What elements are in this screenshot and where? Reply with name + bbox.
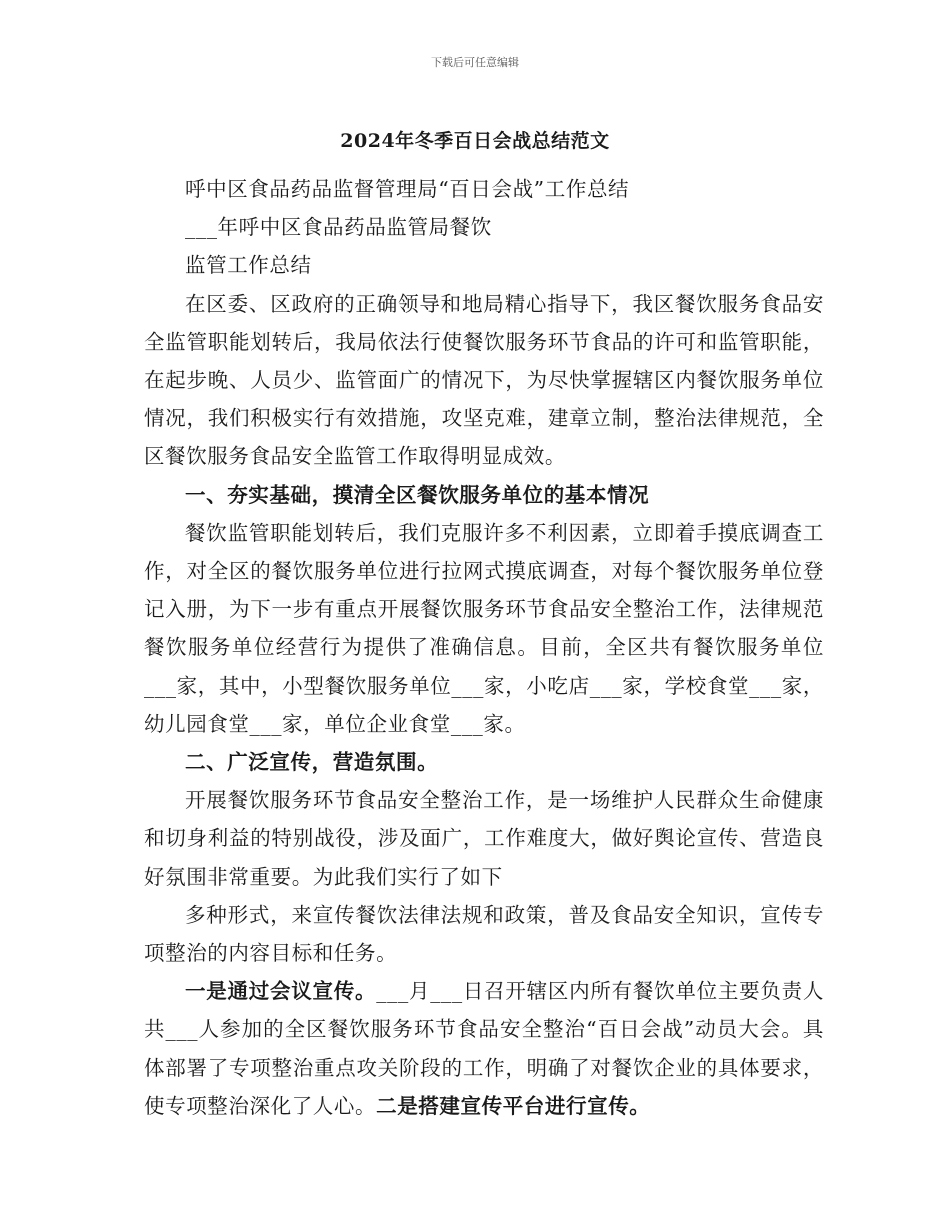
item-1-lead: 一是通过会议宣传。 — [185, 979, 377, 1004]
section-2-paragraph-2: 多种形式，来宣传餐饮法律法规和政策，普及食品安全知识，宣传专项整治的内容目标和任务。 — [144, 902, 824, 966]
item-2-lead: 二是搭建宣传平台进行宣传。 — [376, 1093, 651, 1118]
header-note: 下载后可任意编辑 — [431, 56, 519, 69]
section-2-paragraph-1: 开展餐饮服务环节食品安全整治工作，是一场维护人民群众生命健康和切身利益的特别战役，涉及面广，工作难度大，做好舆论宣传、营造良好氛围非常重要。为此我们实行了如下 — [144, 788, 824, 889]
intro-paragraph: 在区委、区政府的正确领导和地局精心指导下，我区餐饮服务食品安全监管职能划转后，我局依法行使餐饮服务环节食品的许可和监管职能，在起步晚、人员少、监管面广的情况下，为尽快掌握辖区内餐饮服务单位情况，我们积极实行有效措施，攻坚克难，建章立制，整治法律规范，全区餐饮服务食品安全监管工作取得明显成效。 — [144, 291, 824, 469]
section-1-heading: 一、夯实基础，摸清全区餐饮服务单位的基本情况 — [185, 482, 650, 507]
document-title: 2024年冬季百日会战总结范文 — [340, 130, 610, 152]
subtitle-line-1: 呼中区食品药品监督管理局“百日会战”工作总结 — [185, 177, 630, 201]
item-paragraph — [144, 972, 824, 1125]
item-1-body: ___月___日召开辖区内所有餐饮单位主要负责人共___人参加的全区餐饮服务环节食品安全整治“百日会战”动员大会。具体部署了专项整治重点攻关阶段的工作，明确了对餐饮企业的具体要求，使专项整治深化了人心。 — [144, 979, 824, 1118]
document-body — [144, 170, 824, 1125]
section-1-paragraph: 餐饮监管职能划转后，我们克服许多不利因素，立即着手摸底调查工作，对全区的餐饮服务单位进行拉网式摸底调查，对每个餐饮服务单位登记入册，为下一步有重点开展餐饮服务环节食品安全整治工作，法律规范餐饮服务单位经营行为提供了准确信息。目前，全区共有餐饮服务单位___家，其中，小型餐饮服务单位___家，小吃店___家，学校食堂___家，幼儿园食堂___家，单位企业食堂___家。 — [144, 520, 824, 736]
subtitle-line-2: ___年呼中区食品药品监管局餐饮 — [185, 215, 492, 240]
section-2-heading: 二、广泛宣传，营造氛围。 — [185, 750, 439, 775]
subtitle-line-3: 监管工作总结 — [185, 253, 312, 278]
